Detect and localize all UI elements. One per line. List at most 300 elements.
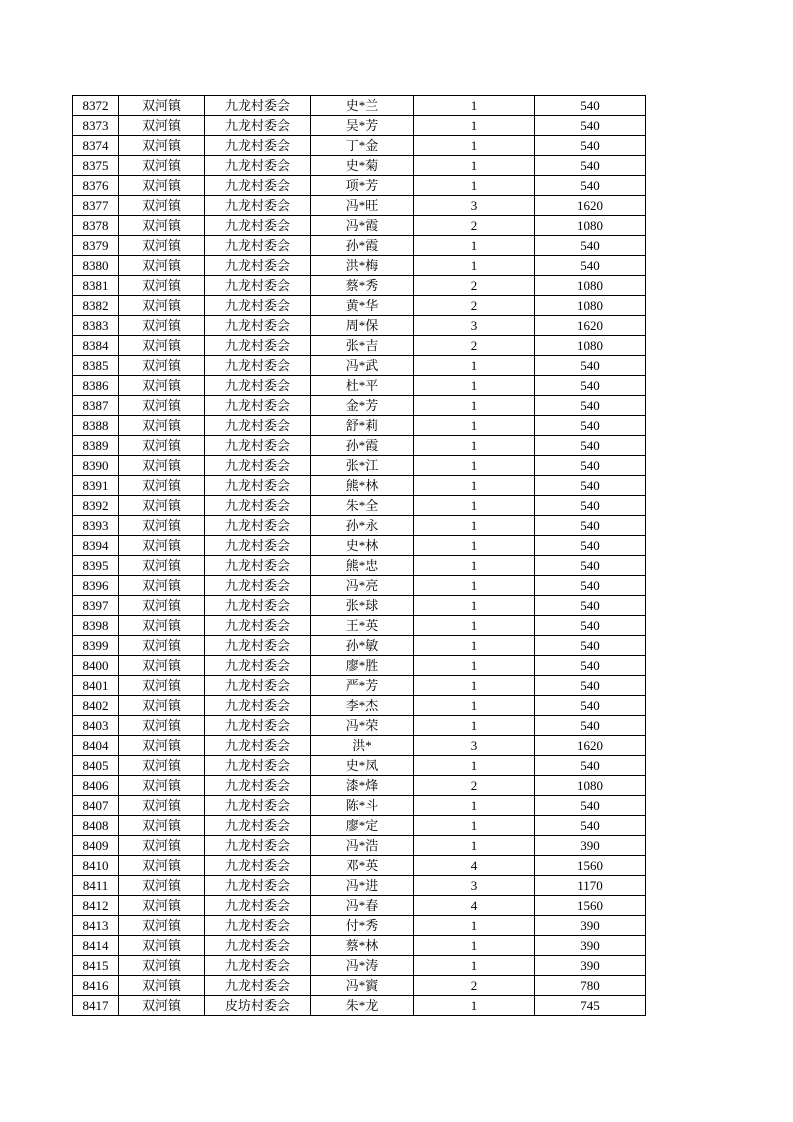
table-row [73, 516, 646, 536]
row-number-cell: 8401 [73, 676, 119, 696]
count-cell: 2 [414, 976, 535, 996]
count-cell: 1 [414, 756, 535, 776]
town-cell: 双河镇 [119, 656, 205, 676]
town-cell: 双河镇 [119, 556, 205, 576]
name-cell: 孙*敏 [311, 636, 414, 656]
village-cell: 九龙村委会 [205, 116, 311, 136]
village-cell: 九龙村委会 [205, 836, 311, 856]
table-row [73, 296, 646, 316]
town-cell: 双河镇 [119, 916, 205, 936]
town-cell: 双河镇 [119, 136, 205, 156]
amount-cell: 540 [535, 716, 646, 736]
table-row [73, 716, 646, 736]
town-cell: 双河镇 [119, 756, 205, 776]
count-cell: 1 [414, 576, 535, 596]
amount-cell: 540 [535, 96, 646, 116]
village-cell: 九龙村委会 [205, 376, 311, 396]
amount-cell: 540 [535, 236, 646, 256]
name-cell: 金*芳 [311, 396, 414, 416]
name-cell: 冯*亮 [311, 576, 414, 596]
village-cell: 九龙村委会 [205, 176, 311, 196]
table-row [73, 536, 646, 556]
amount-cell: 1560 [535, 856, 646, 876]
count-cell: 1 [414, 536, 535, 556]
row-number-cell: 8393 [73, 516, 119, 536]
count-cell: 1 [414, 256, 535, 276]
town-cell: 双河镇 [119, 956, 205, 976]
village-cell: 九龙村委会 [205, 616, 311, 636]
table-row [73, 836, 646, 856]
row-number-cell: 8400 [73, 656, 119, 676]
amount-cell: 540 [535, 536, 646, 556]
table-row [73, 916, 646, 936]
count-cell: 1 [414, 396, 535, 416]
count-cell: 2 [414, 296, 535, 316]
count-cell: 4 [414, 856, 535, 876]
row-number-cell: 8394 [73, 536, 119, 556]
table-row [73, 496, 646, 516]
count-cell: 1 [414, 616, 535, 636]
amount-cell: 1170 [535, 876, 646, 896]
village-cell: 九龙村委会 [205, 876, 311, 896]
count-cell: 2 [414, 276, 535, 296]
name-cell: 史*凤 [311, 756, 414, 776]
village-cell: 九龙村委会 [205, 316, 311, 336]
count-cell: 1 [414, 796, 535, 816]
town-cell: 双河镇 [119, 336, 205, 356]
table-row [73, 436, 646, 456]
amount-cell: 1080 [535, 776, 646, 796]
village-cell: 九龙村委会 [205, 676, 311, 696]
amount-cell: 540 [535, 696, 646, 716]
amount-cell: 540 [535, 676, 646, 696]
row-number-cell: 8411 [73, 876, 119, 896]
amount-cell: 540 [535, 476, 646, 496]
amount-cell: 540 [535, 756, 646, 776]
table-row [73, 876, 646, 896]
amount-cell: 540 [535, 576, 646, 596]
count-cell: 1 [414, 496, 535, 516]
town-cell: 双河镇 [119, 616, 205, 636]
name-cell: 冯*武 [311, 356, 414, 376]
name-cell: 严*芳 [311, 676, 414, 696]
amount-cell: 540 [535, 496, 646, 516]
table-row [73, 656, 646, 676]
table-row [73, 776, 646, 796]
amount-cell: 390 [535, 936, 646, 956]
count-cell: 1 [414, 476, 535, 496]
town-cell: 双河镇 [119, 276, 205, 296]
count-cell: 3 [414, 876, 535, 896]
village-cell: 九龙村委会 [205, 896, 311, 916]
village-cell: 九龙村委会 [205, 336, 311, 356]
village-cell: 九龙村委会 [205, 816, 311, 836]
village-cell: 九龙村委会 [205, 296, 311, 316]
village-cell: 九龙村委会 [205, 696, 311, 716]
amount-cell: 540 [535, 556, 646, 576]
name-cell: 张*江 [311, 456, 414, 476]
town-cell: 双河镇 [119, 216, 205, 236]
amount-cell: 390 [535, 836, 646, 856]
amount-cell: 540 [535, 816, 646, 836]
count-cell: 3 [414, 316, 535, 336]
town-cell: 双河镇 [119, 736, 205, 756]
name-cell: 冯*浩 [311, 836, 414, 856]
amount-cell: 540 [535, 596, 646, 616]
count-cell: 1 [414, 556, 535, 576]
row-number-cell: 8384 [73, 336, 119, 356]
name-cell: 丁*金 [311, 136, 414, 156]
village-cell: 九龙村委会 [205, 236, 311, 256]
count-cell: 1 [414, 656, 535, 676]
amount-cell: 390 [535, 916, 646, 936]
row-number-cell: 8392 [73, 496, 119, 516]
row-number-cell: 8373 [73, 116, 119, 136]
village-cell: 九龙村委会 [205, 396, 311, 416]
amount-cell: 390 [535, 956, 646, 976]
amount-cell: 540 [535, 116, 646, 136]
table-body [73, 96, 646, 1016]
amount-cell: 540 [535, 256, 646, 276]
row-number-cell: 8397 [73, 596, 119, 616]
count-cell: 1 [414, 816, 535, 836]
row-number-cell: 8398 [73, 616, 119, 636]
village-cell: 九龙村委会 [205, 656, 311, 676]
village-cell: 九龙村委会 [205, 736, 311, 756]
row-number-cell: 8417 [73, 996, 119, 1016]
amount-cell: 540 [535, 656, 646, 676]
town-cell: 双河镇 [119, 836, 205, 856]
row-number-cell: 8406 [73, 776, 119, 796]
name-cell: 陈*斗 [311, 796, 414, 816]
count-cell: 1 [414, 156, 535, 176]
table-row [73, 216, 646, 236]
village-cell: 皮坊村委会 [205, 996, 311, 1016]
row-number-cell: 8414 [73, 936, 119, 956]
village-cell: 九龙村委会 [205, 556, 311, 576]
village-cell: 九龙村委会 [205, 436, 311, 456]
name-cell: 张*吉 [311, 336, 414, 356]
amount-cell: 540 [535, 456, 646, 476]
town-cell: 双河镇 [119, 636, 205, 656]
amount-cell: 1620 [535, 736, 646, 756]
table-row [73, 796, 646, 816]
row-number-cell: 8396 [73, 576, 119, 596]
name-cell: 冯*春 [311, 896, 414, 916]
amount-cell: 1080 [535, 296, 646, 316]
name-cell: 史*兰 [311, 96, 414, 116]
amount-cell: 540 [535, 376, 646, 396]
row-number-cell: 8372 [73, 96, 119, 116]
row-number-cell: 8409 [73, 836, 119, 856]
village-cell: 九龙村委会 [205, 976, 311, 996]
table-row [73, 636, 646, 656]
table-row [73, 236, 646, 256]
village-cell: 九龙村委会 [205, 856, 311, 876]
count-cell: 1 [414, 356, 535, 376]
name-cell: 熊*忠 [311, 556, 414, 576]
name-cell: 朱*全 [311, 496, 414, 516]
name-cell: 冯*霞 [311, 216, 414, 236]
amount-cell: 540 [535, 356, 646, 376]
amount-cell: 540 [535, 516, 646, 536]
count-cell: 1 [414, 716, 535, 736]
village-cell: 九龙村委会 [205, 516, 311, 536]
table-row [73, 156, 646, 176]
town-cell: 双河镇 [119, 376, 205, 396]
amount-cell: 540 [535, 416, 646, 436]
name-cell: 熊*林 [311, 476, 414, 496]
count-cell: 2 [414, 216, 535, 236]
village-cell: 九龙村委会 [205, 756, 311, 776]
name-cell: 冯*荣 [311, 716, 414, 736]
town-cell: 双河镇 [119, 796, 205, 816]
row-number-cell: 8375 [73, 156, 119, 176]
village-cell: 九龙村委会 [205, 576, 311, 596]
village-cell: 九龙村委会 [205, 776, 311, 796]
row-number-cell: 8382 [73, 296, 119, 316]
town-cell: 双河镇 [119, 596, 205, 616]
table-row [73, 276, 646, 296]
amount-cell: 1080 [535, 216, 646, 236]
village-cell: 九龙村委会 [205, 596, 311, 616]
amount-cell: 540 [535, 396, 646, 416]
table-row [73, 356, 646, 376]
town-cell: 双河镇 [119, 456, 205, 476]
town-cell: 双河镇 [119, 196, 205, 216]
table-row [73, 556, 646, 576]
row-number-cell: 8383 [73, 316, 119, 336]
town-cell: 双河镇 [119, 716, 205, 736]
count-cell: 1 [414, 936, 535, 956]
row-number-cell: 8415 [73, 956, 119, 976]
row-number-cell: 8378 [73, 216, 119, 236]
village-cell: 九龙村委会 [205, 956, 311, 976]
name-cell: 邓*英 [311, 856, 414, 876]
name-cell: 朱*龙 [311, 996, 414, 1016]
town-cell: 双河镇 [119, 776, 205, 796]
amount-cell: 1620 [535, 196, 646, 216]
row-number-cell: 8390 [73, 456, 119, 476]
table-row [73, 316, 646, 336]
town-cell: 双河镇 [119, 516, 205, 536]
amount-cell: 540 [535, 436, 646, 456]
table-row [73, 696, 646, 716]
row-number-cell: 8381 [73, 276, 119, 296]
village-cell: 九龙村委会 [205, 716, 311, 736]
count-cell: 1 [414, 456, 535, 476]
table-row [73, 416, 646, 436]
name-cell: 史*菊 [311, 156, 414, 176]
row-number-cell: 8391 [73, 476, 119, 496]
count-cell: 1 [414, 116, 535, 136]
name-cell: 项*芳 [311, 176, 414, 196]
count-cell: 1 [414, 136, 535, 156]
amount-cell: 540 [535, 156, 646, 176]
name-cell: 周*保 [311, 316, 414, 336]
village-cell: 九龙村委会 [205, 496, 311, 516]
row-number-cell: 8387 [73, 396, 119, 416]
name-cell: 史*林 [311, 536, 414, 556]
count-cell: 4 [414, 896, 535, 916]
count-cell: 1 [414, 516, 535, 536]
village-cell: 九龙村委会 [205, 936, 311, 956]
count-cell: 1 [414, 376, 535, 396]
count-cell: 1 [414, 596, 535, 616]
row-number-cell: 8388 [73, 416, 119, 436]
town-cell: 双河镇 [119, 416, 205, 436]
name-cell: 冯*旺 [311, 196, 414, 216]
table-row [73, 96, 646, 116]
count-cell: 1 [414, 96, 535, 116]
row-number-cell: 8389 [73, 436, 119, 456]
row-number-cell: 8403 [73, 716, 119, 736]
town-cell: 双河镇 [119, 896, 205, 916]
amount-cell: 540 [535, 636, 646, 656]
row-number-cell: 8404 [73, 736, 119, 756]
count-cell: 1 [414, 996, 535, 1016]
row-number-cell: 8386 [73, 376, 119, 396]
town-cell: 双河镇 [119, 356, 205, 376]
name-cell: 黄*华 [311, 296, 414, 316]
town-cell: 双河镇 [119, 176, 205, 196]
town-cell: 双河镇 [119, 576, 205, 596]
row-number-cell: 8413 [73, 916, 119, 936]
amount-cell: 1560 [535, 896, 646, 916]
row-number-cell: 8412 [73, 896, 119, 916]
village-cell: 九龙村委会 [205, 196, 311, 216]
town-cell: 双河镇 [119, 296, 205, 316]
count-cell: 1 [414, 636, 535, 656]
row-number-cell: 8399 [73, 636, 119, 656]
row-number-cell: 8379 [73, 236, 119, 256]
town-cell: 双河镇 [119, 996, 205, 1016]
village-cell: 九龙村委会 [205, 96, 311, 116]
row-number-cell: 8408 [73, 816, 119, 836]
village-cell: 九龙村委会 [205, 256, 311, 276]
name-cell: 冯*涛 [311, 956, 414, 976]
name-cell: 蔡*秀 [311, 276, 414, 296]
village-cell: 九龙村委会 [205, 156, 311, 176]
table-row [73, 256, 646, 276]
amount-cell: 745 [535, 996, 646, 1016]
row-number-cell: 8410 [73, 856, 119, 876]
table-row [73, 816, 646, 836]
town-cell: 双河镇 [119, 116, 205, 136]
town-cell: 双河镇 [119, 536, 205, 556]
village-cell: 九龙村委会 [205, 636, 311, 656]
amount-cell: 540 [535, 176, 646, 196]
town-cell: 双河镇 [119, 856, 205, 876]
table-row [73, 936, 646, 956]
name-cell: 舒*莉 [311, 416, 414, 436]
name-cell: 杜*平 [311, 376, 414, 396]
village-cell: 九龙村委会 [205, 416, 311, 436]
count-cell: 1 [414, 676, 535, 696]
village-cell: 九龙村委会 [205, 456, 311, 476]
name-cell: 张*球 [311, 596, 414, 616]
amount-cell: 540 [535, 796, 646, 816]
row-number-cell: 8377 [73, 196, 119, 216]
count-cell: 1 [414, 836, 535, 856]
town-cell: 双河镇 [119, 316, 205, 336]
name-cell: 冯*进 [311, 876, 414, 896]
name-cell: 孙*霞 [311, 436, 414, 456]
town-cell: 双河镇 [119, 936, 205, 956]
table-row [73, 336, 646, 356]
town-cell: 双河镇 [119, 256, 205, 276]
row-number-cell: 8407 [73, 796, 119, 816]
name-cell: 李*杰 [311, 696, 414, 716]
table-row [73, 136, 646, 156]
count-cell: 1 [414, 696, 535, 716]
town-cell: 双河镇 [119, 876, 205, 896]
table-row [73, 996, 646, 1016]
name-cell: 洪* [311, 736, 414, 756]
table-row [73, 116, 646, 136]
amount-cell: 780 [535, 976, 646, 996]
amount-cell: 1080 [535, 336, 646, 356]
table-row [73, 176, 646, 196]
town-cell: 双河镇 [119, 696, 205, 716]
amount-cell: 540 [535, 616, 646, 636]
name-cell: 廖*胜 [311, 656, 414, 676]
village-cell: 九龙村委会 [205, 536, 311, 556]
name-cell: 冯*賨 [311, 976, 414, 996]
table-row [73, 676, 646, 696]
amount-cell: 1080 [535, 276, 646, 296]
name-cell: 廖*定 [311, 816, 414, 836]
row-number-cell: 8385 [73, 356, 119, 376]
table-row [73, 376, 646, 396]
village-cell: 九龙村委会 [205, 356, 311, 376]
data-table [72, 95, 646, 1016]
count-cell: 1 [414, 956, 535, 976]
village-cell: 九龙村委会 [205, 916, 311, 936]
name-cell: 漆*烽 [311, 776, 414, 796]
town-cell: 双河镇 [119, 496, 205, 516]
name-cell: 洪*梅 [311, 256, 414, 276]
count-cell: 1 [414, 436, 535, 456]
town-cell: 双河镇 [119, 96, 205, 116]
name-cell: 孙*霞 [311, 236, 414, 256]
town-cell: 双河镇 [119, 236, 205, 256]
table-row [73, 576, 646, 596]
table-row [73, 396, 646, 416]
count-cell: 1 [414, 416, 535, 436]
table-row [73, 616, 646, 636]
count-cell: 2 [414, 336, 535, 356]
row-number-cell: 8374 [73, 136, 119, 156]
town-cell: 双河镇 [119, 436, 205, 456]
table-row [73, 736, 646, 756]
table-row [73, 976, 646, 996]
table-row [73, 956, 646, 976]
amount-cell: 540 [535, 136, 646, 156]
town-cell: 双河镇 [119, 476, 205, 496]
count-cell: 1 [414, 236, 535, 256]
name-cell: 孙*永 [311, 516, 414, 536]
town-cell: 双河镇 [119, 676, 205, 696]
row-number-cell: 8405 [73, 756, 119, 776]
table-row [73, 196, 646, 216]
town-cell: 双河镇 [119, 396, 205, 416]
village-cell: 九龙村委会 [205, 216, 311, 236]
count-cell: 1 [414, 176, 535, 196]
count-cell: 3 [414, 736, 535, 756]
name-cell: 付*秀 [311, 916, 414, 936]
table-row [73, 476, 646, 496]
